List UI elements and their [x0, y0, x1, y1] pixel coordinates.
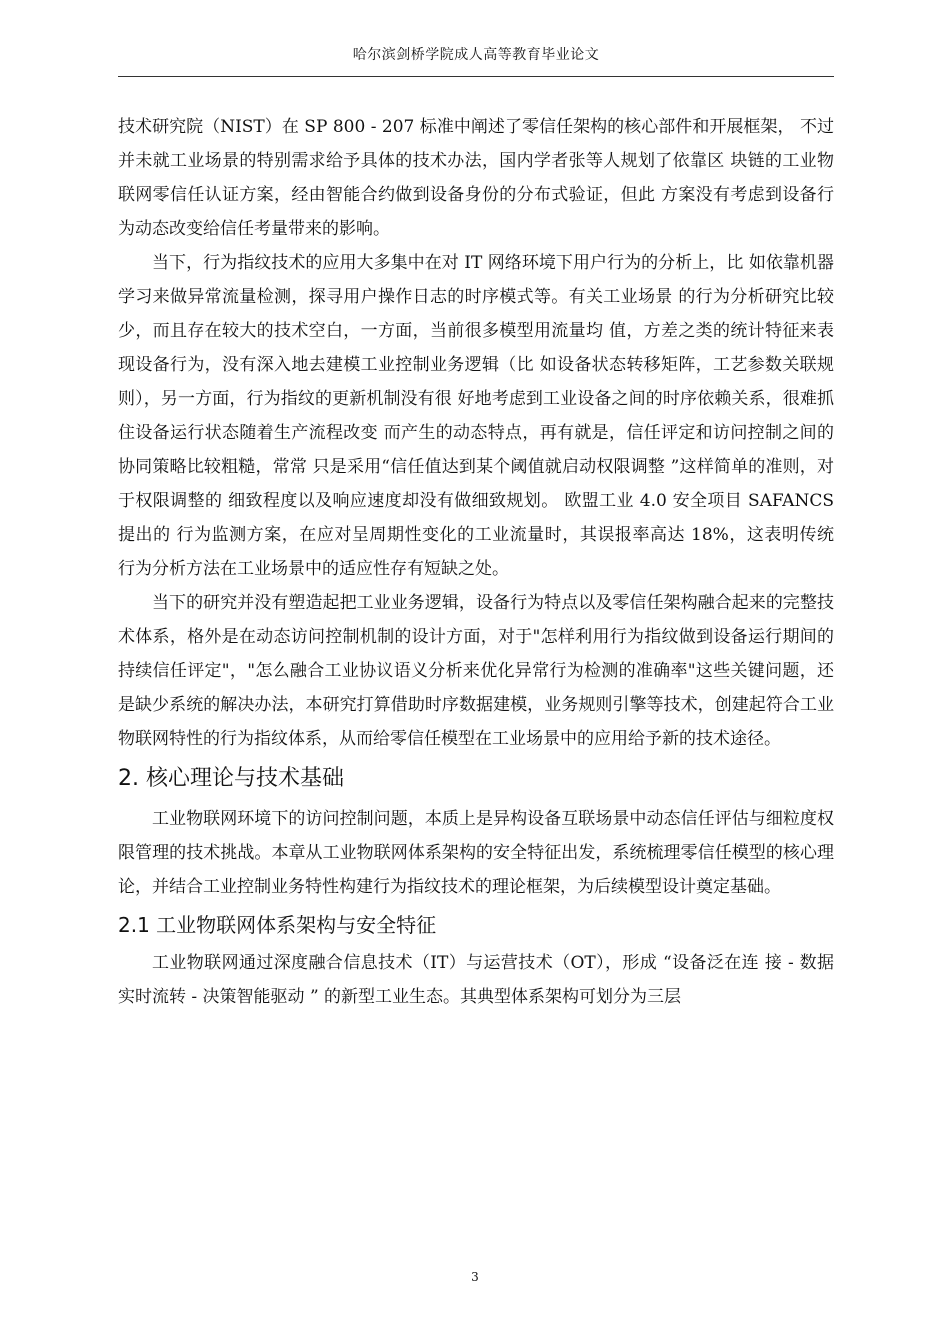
paragraph-chapter-intro: 工业物联网环境下的访问控制问题，本质上是异构设备互联场景中动态信任评估与细粒度权限管理的技术挑战。本章从工业物联网体系架构的安全特征出发，系统梳理零信任模型的核心理论，并结合工业控制业务特性构建行为指纹技术的理论框架，为后续模型设计奠定基础。 [118, 809, 834, 897]
paragraph-behavior-fingerprint: 当下，行为指纹技术的应用大多集中在对 IT 网络环境下用户行为的分析上，比 如依靠机器学习来做异常流量检测，探寻用户操作日志的时序模式等。有关工业场景 的行为分析研究比较少，而且存在较大的技术空白，一方面，当前很多模型用流量均 值，方差之类的统计特征来表现设备行为，没有深入地去建模工业控制业务逻辑（比 如设备状态转移矩阵，工艺参数关联规则），另一方面，行为指纹的更新机制没有很 好地考虑到工业设备之间的时序依赖关系，很难抓住设备运行状态随着生产流程改变 而产生的动态特点，再有就是，信任评定和访问控制之间的协同策略比较粗糙，常常 只是采用“信任值达到某个阈值就启动权限调整 ”这样简单的准则，对于权限调整的 细致程度以及响应速度却没有做细致规划。 欧盟工业 4.0 安全项目 SAFANCS 提出的 行为监测方案，在应对呈周期性变化的工业流量时，其误报率高达 18%，这表明传统 行为分析方法在工业场景中的适应性存有短缺之处。 [118, 253, 834, 579]
section-heading-2-1: 2.1 工业物联网体系架构与安全特征 [118, 913, 437, 937]
section-heading-2: 2. 核心理论与技术基础 [118, 766, 344, 791]
header-divider [118, 76, 834, 77]
page-number: 3 [471, 1270, 479, 1284]
running-header: 哈尔滨剑桥学院成人高等教育毕业论文 [352, 47, 600, 63]
page-body [118, 110, 834, 1014]
paragraph-nist: 技术研究院（NIST）在 SP 800 - 207 标准中阐述了零信任架构的核心部件和开展框架， 不过并未就工业场景的特别需求给予具体的技术办法，国内学者张等人规划了依靠区 块链的工业物联网零信任认证方案，经由智能合约做到设备身份的分布式验证，但此 方案没有考虑到设备行为动态改变给信任考量带来的影响。 [118, 117, 834, 239]
paragraph-iiot-architecture: 工业物联网通过深度融合信息技术（IT）与运营技术（OT），形成 “设备泛在连 接 - 数据实时流转 - 决策智能驱动 ” 的新型工业生态。其典型体系架构可划分为三层 [118, 953, 834, 1007]
paragraph-research-gap: 当下的研究并没有塑造起把工业业务逻辑，设备行为特点以及零信任架构融合起来的完整技术体系，格外是在动态访问控制机制的设计方面，对于"怎样利用行为指纹做到设备运行期间的持续信任评定"，"怎么融合工业协议语义分析来优化异常行为检测的准确率"这些关键问题，还是缺少系统的解决办法，本研究打算借助时序数据建模，业务规则引擎等技术，创建起符合工业物联网特性的行为指纹体系，从而给零信任模型在工业场景中的应用给予新的技术途径。 [118, 593, 834, 749]
